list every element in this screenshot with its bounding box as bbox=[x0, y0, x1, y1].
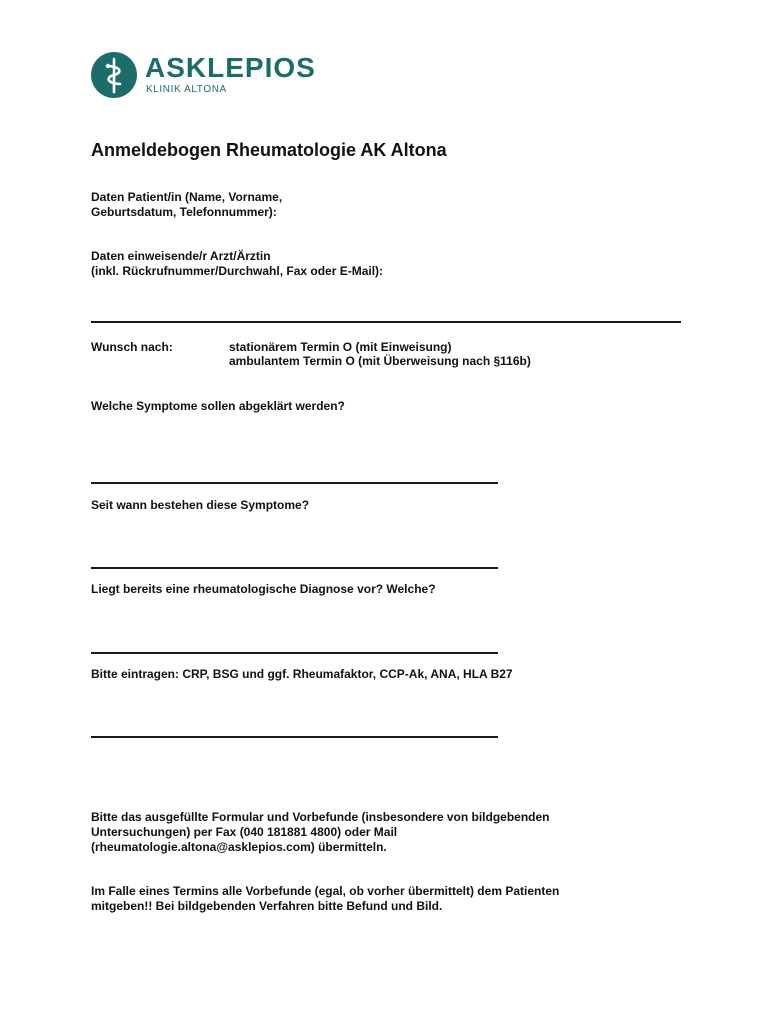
referrer-data-label-line2: (inkl. Rückrufnummer/Durchwahl, Fax oder E-Mail): bbox=[91, 264, 384, 278]
footer-instruction-line3: (rheumatologie.altona@asklepios.com) übermitteln. bbox=[91, 840, 387, 854]
patient-data-label-line2: Geburtsdatum, Telefonnummer): bbox=[91, 205, 277, 219]
asklepios-logo bbox=[91, 48, 316, 100]
question-diagnosis: Liegt bereits eine rheumatologische Diagnose vor? Welche? bbox=[91, 582, 436, 596]
wish-label: Wunsch nach: bbox=[91, 340, 173, 354]
page-title: Anmeldebogen Rheumatologie AK Altona bbox=[91, 140, 447, 160]
answer-line-duration[interactable] bbox=[91, 567, 498, 569]
question-lab-values: Bitte eintragen: CRP, BSG und ggf. Rheumafaktor, CCP-Ak, ANA, HLA B27 bbox=[91, 667, 513, 681]
staff-of-asclepius-icon bbox=[91, 52, 137, 98]
footer-note-line2: mitgeben!! Bei bildgebenden Verfahren bitte Befund und Bild. bbox=[91, 899, 443, 913]
footer-instruction-line2: Untersuchungen) per Fax (040 181881 4800) oder Mail bbox=[91, 825, 398, 839]
answer-line-symptoms[interactable] bbox=[91, 482, 498, 484]
answer-line-diagnosis[interactable] bbox=[91, 652, 498, 654]
wish-option-outpatient[interactable]: ambulantem Termin O (mit Überweisung nach §116b) bbox=[229, 354, 531, 368]
footer-note-line1: Im Falle eines Termins alle Vorbefunde (egal, ob vorher übermittelt) dem Patienten bbox=[91, 884, 560, 898]
section-divider bbox=[91, 321, 681, 323]
logo-subtitle: KLINIK ALTONA bbox=[146, 84, 227, 95]
question-symptom-duration: Seit wann bestehen diese Symptome? bbox=[91, 498, 310, 512]
logo-name: ASKLEPIOS bbox=[145, 52, 316, 83]
patient-data-label-line1: Daten Patient/in (Name, Vorname, bbox=[91, 190, 283, 204]
referrer-data-label-line1: Daten einweisende/r Arzt/Ärztin bbox=[91, 249, 271, 263]
question-symptoms: Welche Symptome sollen abgeklärt werden? bbox=[91, 399, 345, 413]
footer-instruction-line1: Bitte das ausgefüllte Formular und Vorbefunde (insbesondere von bildgebenden bbox=[91, 810, 550, 824]
wish-option-inpatient[interactable]: stationärem Termin O (mit Einweisung) bbox=[229, 340, 452, 354]
answer-line-lab-values[interactable] bbox=[91, 736, 498, 738]
